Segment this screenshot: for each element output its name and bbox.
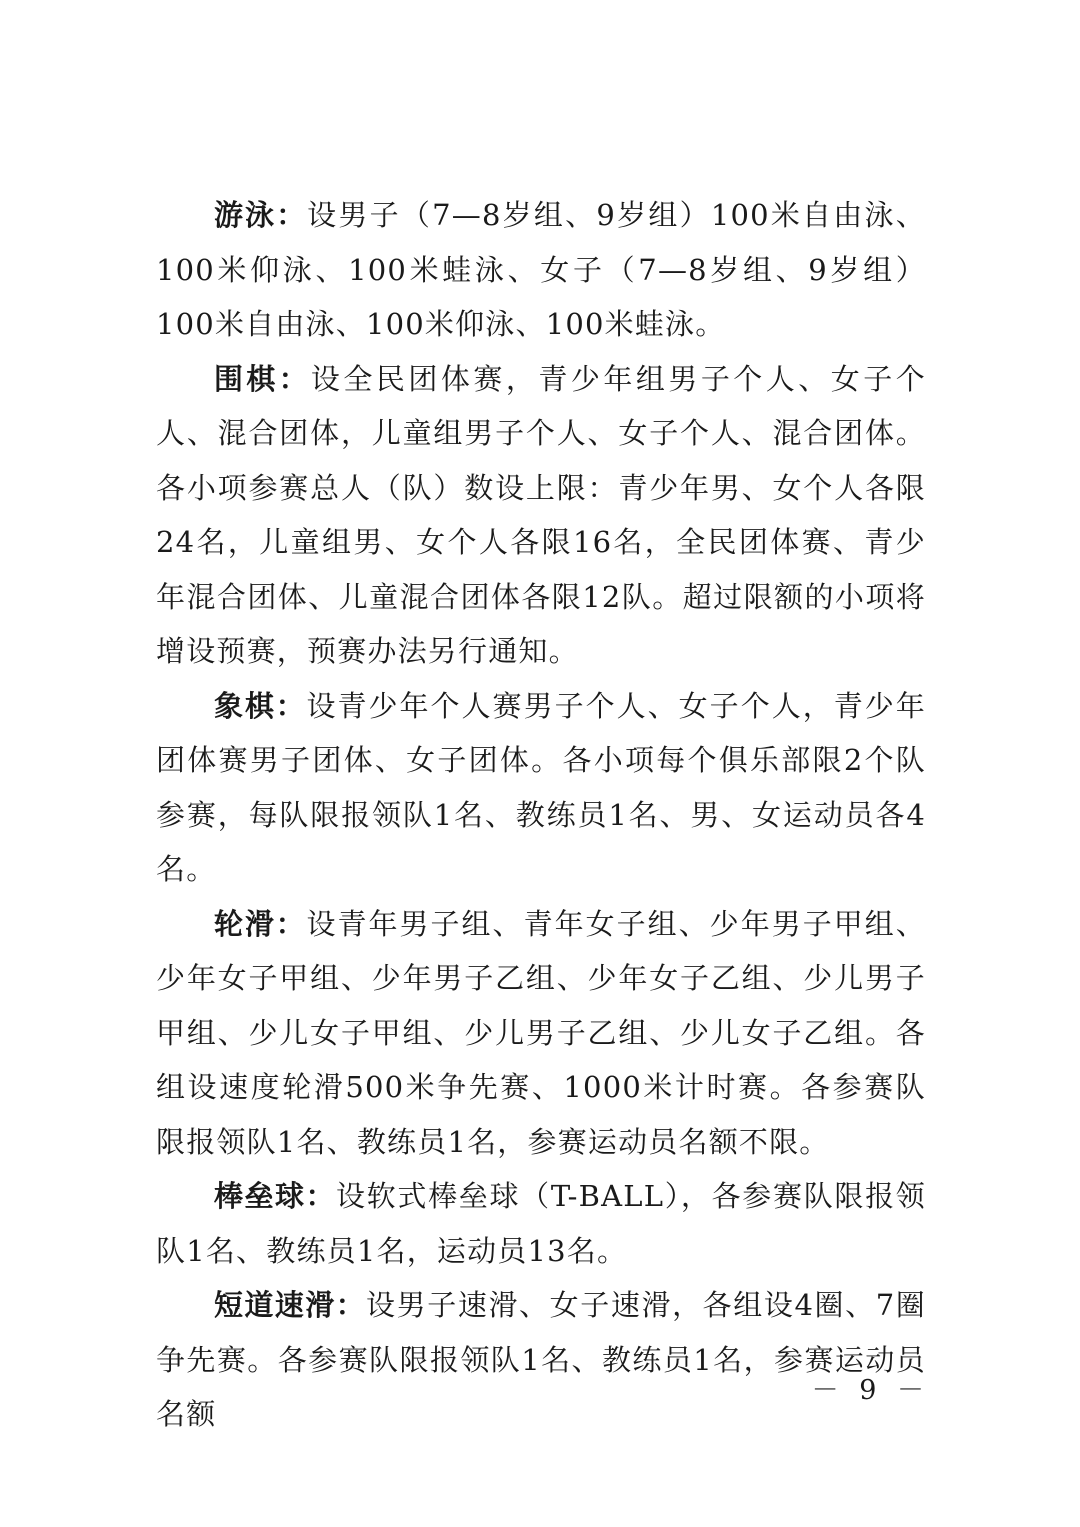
text-short-track: 设男子速滑、女子速滑，各组设4圈、7圈争先赛。各参赛队限报领队1名、教练员1名，参赛运动员名额: [156, 1288, 926, 1431]
heading-chess: 象棋：: [214, 688, 307, 723]
text-baseball: 设软式棒垒球（T-BALL），各参赛队限报领队1名、教练员1名，运动员13名。: [156, 1179, 926, 1268]
paragraph-short-track: [156, 1278, 926, 1442]
heading-short-track: 短道速滑：: [214, 1288, 367, 1322]
heading-go: 围棋：: [214, 361, 311, 396]
text-roller-skating: 设青年男子组、青年女子组、少年男子甲组、少年女子甲组、少年男子乙组、少年女子乙组、少儿男子甲组、少儿女子甲组、少儿男子乙组、少儿女子乙组。各组设速度轮滑500米争先赛、1000米计时赛。各参赛队限报领队1名、教练员1名，参赛运动员名额不限。: [156, 906, 926, 1159]
body-text: [156, 188, 926, 1442]
text-go: 设全民团体赛，青少年组男子个人、女子个人、混合团体，儿童组男子个人、女子个人、混合团体。各小项参赛总人（队）数设上限：青少年男、女个人各限24名，儿童组男、女个人各限16名，全民团体赛、青少年混合团体、儿童混合团体各限12队。超过限额的小项将增设预赛，预赛办法另行通知。: [156, 361, 926, 668]
paragraph-baseball: [156, 1169, 926, 1278]
text-chess: 设青少年个人赛男子个人、女子个人，青少年团体赛男子团体、女子团体。各小项每个俱乐部限2个队参赛，每队限报领队1名、教练员1名、男、女运动员各4名。: [156, 688, 926, 886]
paragraph-chess: [156, 679, 926, 897]
paragraph-roller-skating: [156, 897, 926, 1170]
paragraph-swimming: [156, 188, 926, 352]
heading-roller-skating: 轮滑：: [214, 906, 307, 941]
heading-swimming: 游泳：: [214, 198, 308, 232]
heading-baseball: 棒垒球：: [214, 1179, 336, 1213]
text-swimming: 设男子（7—8岁组、9岁组）100米自由泳、100米仰泳、100米蛙泳、女子（7—8岁组、9岁组）100米自由泳、100米仰泳、100米蛙泳。: [156, 198, 926, 341]
page-number: － 9 －: [811, 1375, 930, 1406]
paragraph-go: [156, 352, 926, 679]
